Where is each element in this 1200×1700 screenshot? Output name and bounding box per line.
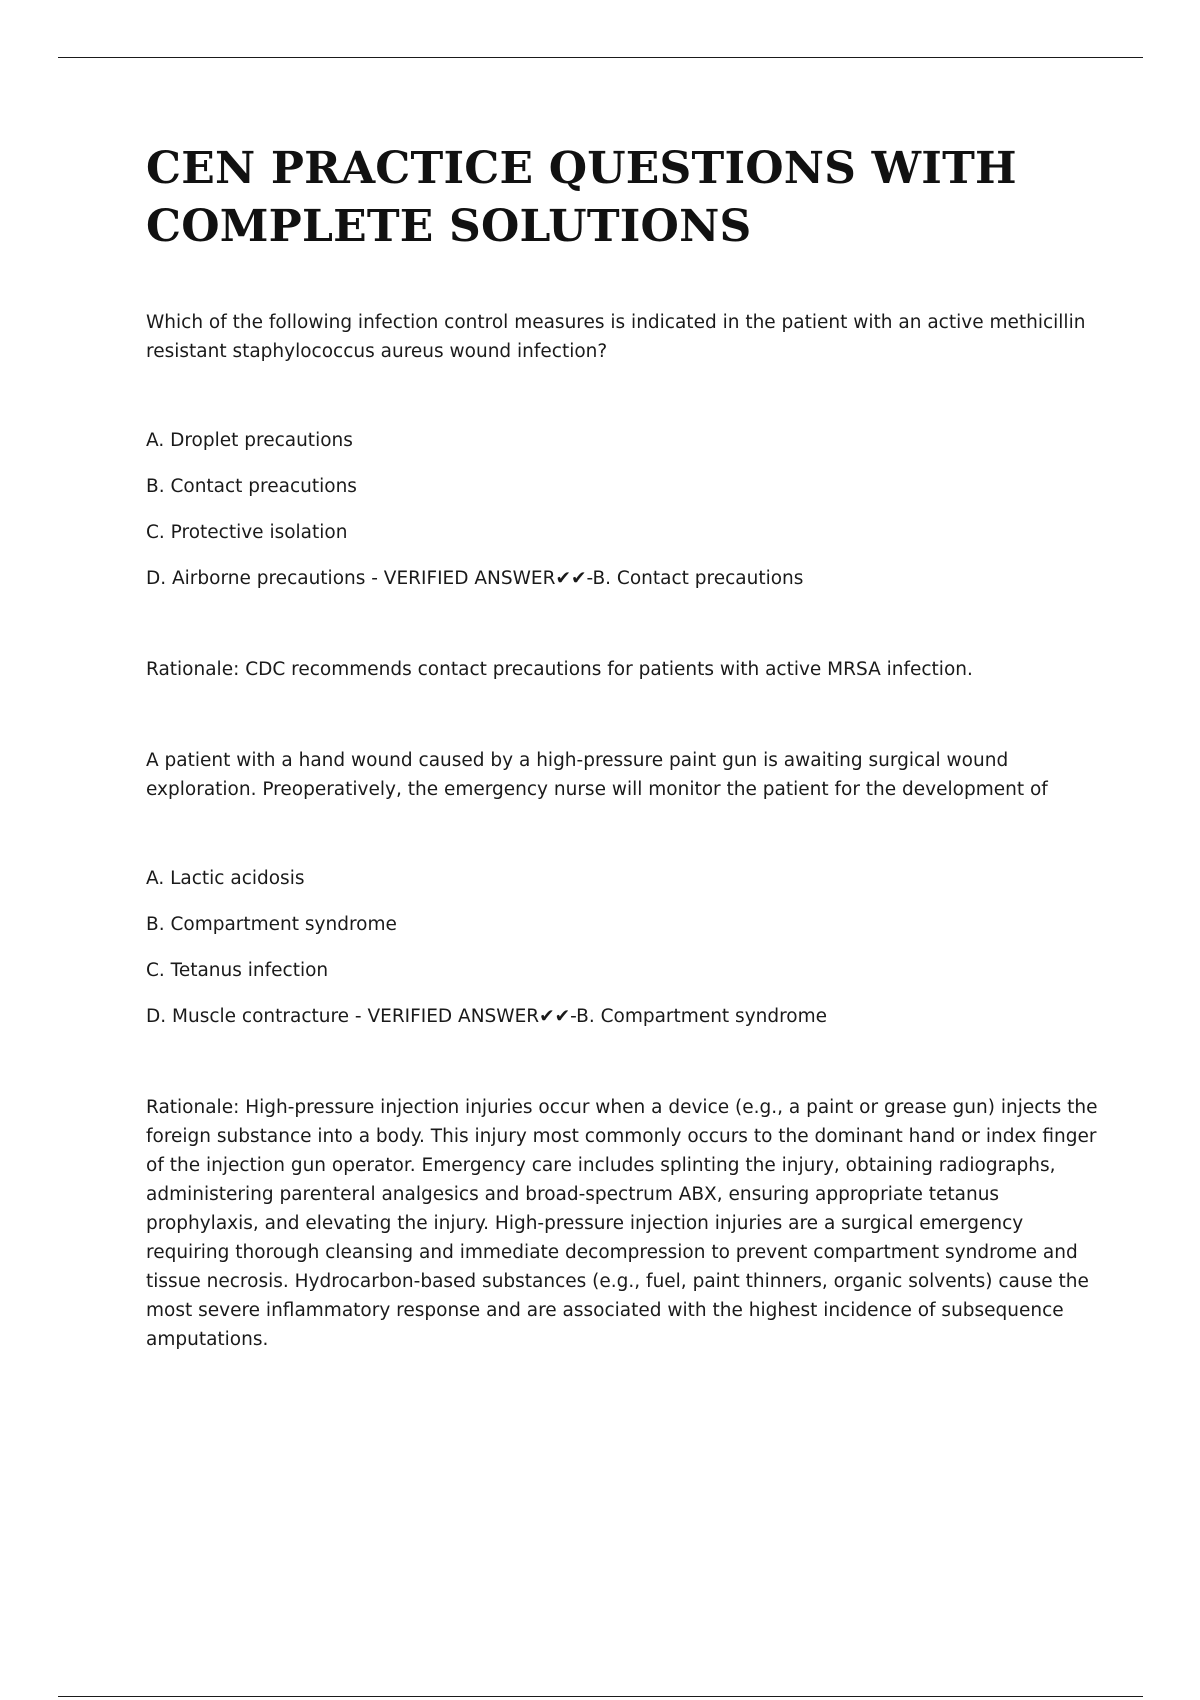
option-c: C. Protective isolation [146, 522, 348, 543]
option-a: A. Lactic acidosis [146, 868, 305, 889]
document-title: CEN PRACTICE QUESTIONS WITH COMPLETE SOLUTIONS [146, 143, 1017, 252]
question-block-1 [146, 308, 1106, 684]
option-b: B. Contact preacutions [146, 476, 357, 497]
rationale-text: Rationale: CDC recommends contact precautions for patients with active MRSA infection. [146, 659, 973, 680]
bottom-rule [58, 1696, 1143, 1697]
question-text: A patient with a hand wound caused by a high-pressure paint gun is awaiting surgical wound exploration. Preoperatively, the emergency nurse will monitor the patient for the development of [146, 750, 1048, 800]
question-block-2 [146, 746, 1106, 1354]
question-text: Which of the following infection control measures is indicated in the patient with an active methicillin resistant staphylococcus aureus wound infection? [146, 312, 1086, 362]
option-d-with-answer: D. Airborne precautions - VERIFIED ANSWER✔✔-B. Contact precautions [146, 568, 804, 589]
option-c: C. Tetanus infection [146, 960, 329, 981]
option-a: A. Droplet precautions [146, 430, 353, 451]
top-rule [58, 57, 1143, 58]
page-content [146, 140, 1106, 1416]
option-d-with-answer: D. Muscle contracture - VERIFIED ANSWER✔✔-B. Compartment syndrome [146, 1006, 828, 1027]
option-b: B. Compartment syndrome [146, 914, 397, 935]
rationale-text: Rationale: High-pressure injection injuries occur when a device (e.g., a paint or grease gun) injects the foreign substance into a body. This injury most commonly occurs to the dominant hand or index finger of the injection gun operator. Emergency care includes splinting the injury, obtaining radiographs, administering parenteral analgesics and broad-spectrum ABX, ensuring appropriate tetanus prophylaxis, and elevating the injury. High-pressure injection injuries are a surgical emergency requiring thorough cleansing and immediate decompression to prevent compartment syndrome and tissue necrosis. Hydrocarbon-based substances (e.g., fuel, paint thinners, organic solvents) cause the most severe inflammatory response and are associated with the highest incidence of subsequence amputations. [146, 1097, 1098, 1350]
